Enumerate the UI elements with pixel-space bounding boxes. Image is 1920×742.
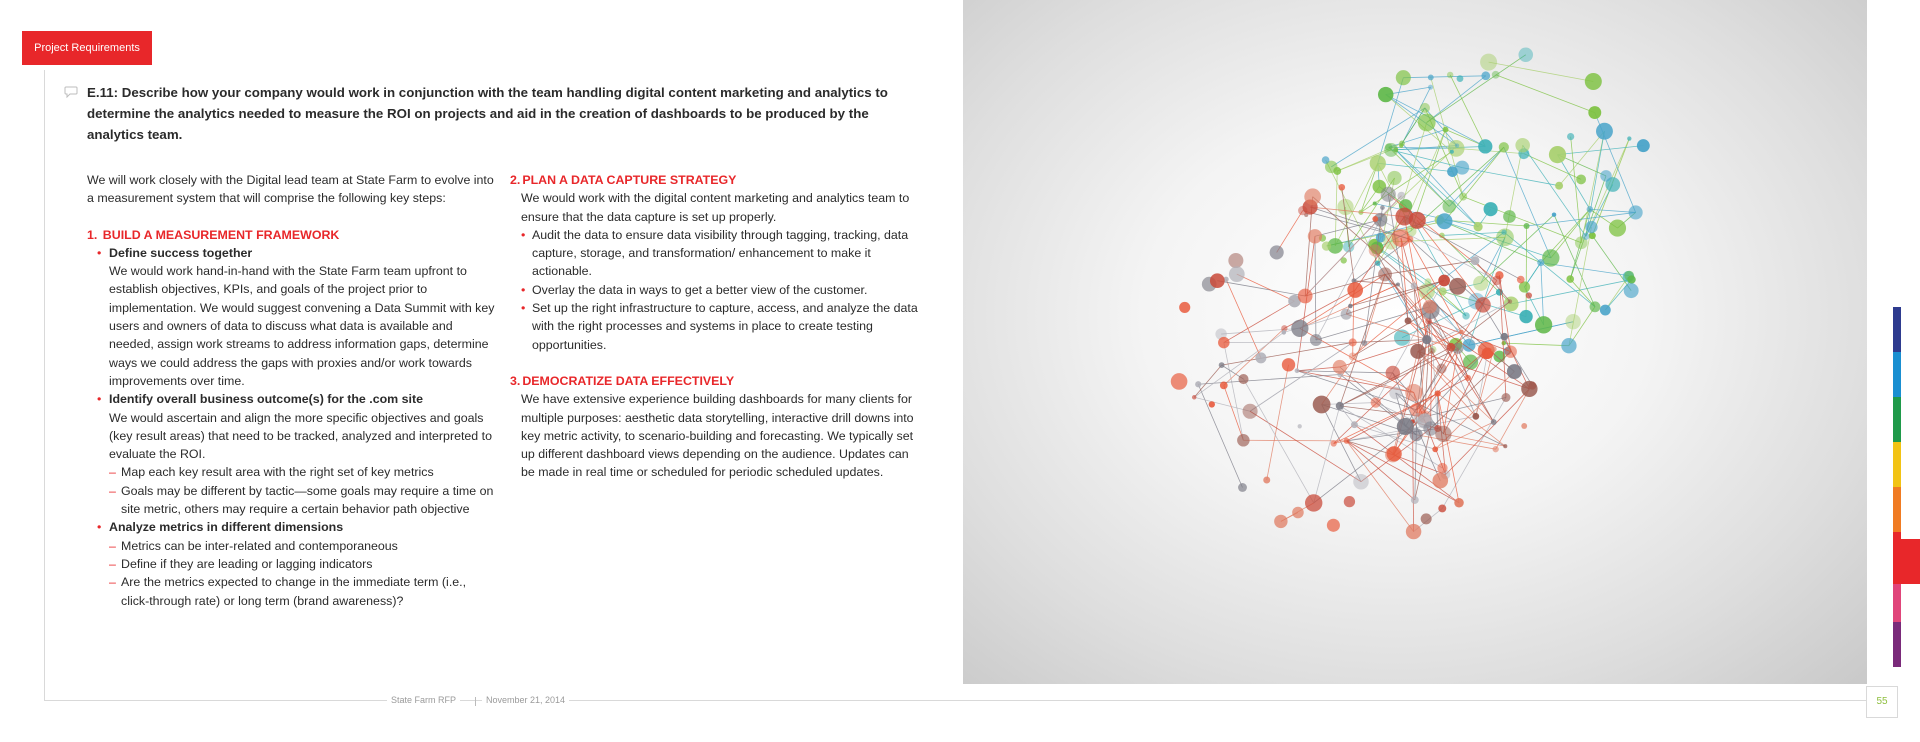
network-node [1304,188,1321,205]
network-node [1587,206,1594,213]
speech-bubble-icon [64,86,78,98]
network-node [1396,70,1411,85]
network-edge [1504,337,1529,389]
network-node [1448,140,1465,157]
network-node [1195,381,1201,387]
network-node [1549,146,1566,163]
network-node [1387,171,1401,185]
footer-separator [475,697,476,706]
network-node [1418,113,1436,131]
network-node [1491,419,1497,425]
section-3-title: DEMOCRATIZE DATA EFFECTIVELY [522,373,735,388]
network-node [1499,142,1509,152]
network-node [1270,245,1284,259]
network-node [1313,396,1331,414]
section-tab-4[interactable] [1893,442,1901,487]
network-node [1507,364,1522,379]
network-node [1322,241,1331,250]
network-node [1481,71,1490,80]
network-node [1327,519,1340,532]
network-node [1438,504,1446,512]
network-node [1308,229,1322,243]
network-node [1229,266,1245,282]
network-node [1298,289,1313,304]
network-node [1395,208,1413,226]
network-node [1392,229,1410,247]
network-node [1238,374,1248,384]
network-node [1457,75,1464,82]
network-node [1378,267,1392,281]
network-node [1331,440,1337,446]
network-edge [1570,279,1595,307]
network-node [1209,401,1215,407]
network-edge [1431,77,1463,196]
section-2-body: We would work with the digital content marketing and analytics team to ensure that the data capture is set up properly. [521,191,910,224]
network-edge [1250,342,1353,411]
section-badge[interactable]: Project Requirements [22,31,152,65]
bullet-body: We would ascertain and align the more specific objectives and goals (key result areas) that need to be tracked, analyzed and interpreted to evaluate the ROI. [109,410,492,462]
network-edge [1443,434,1505,446]
network-node [1386,366,1400,380]
network-edge [1237,274,1295,301]
network-node [1542,249,1559,266]
network-node [1475,297,1491,313]
network-node [1503,210,1516,223]
network-node [1501,393,1510,402]
network-node [1282,330,1287,335]
network-node [1503,444,1507,448]
network-node [1351,421,1358,428]
section-tab-3[interactable] [1893,397,1901,442]
network-edge [1389,130,1446,148]
bullet-title: Analyze metrics in different dimensions [109,520,344,535]
section-color-tabs [1893,307,1901,667]
network-node [1397,192,1405,200]
network-node [1333,360,1347,374]
bullet-title: Define success together [109,245,253,260]
page-frame-left [44,70,45,700]
network-edge [1364,274,1385,343]
network-node [1473,276,1488,291]
network-node [1344,496,1355,507]
network-edge [1226,279,1261,358]
network-node [1237,434,1250,447]
network-edge [1427,55,1526,123]
section-2-heading [510,171,920,189]
network-node [1347,282,1363,298]
network-node [1624,283,1639,298]
network-node [1411,496,1419,504]
network-node [1435,390,1441,396]
network-node [1437,463,1447,473]
intro-paragraph: We will work closely with the Digital lead team at State Farm to evolve into a measurement system that will comprise the following key steps: [87,173,494,206]
network-node [1585,73,1602,90]
network-node [1210,273,1225,288]
section-tab-2[interactable] [1893,352,1901,397]
network-node [1171,373,1188,390]
network-node [1263,477,1270,484]
network-edge [1425,398,1506,417]
network-node [1524,223,1530,229]
dash-item: – Are the metrics expected to change in the immediate term (i.e., click-through rate) or long term (brand awareness)? [87,573,497,610]
network-node [1353,474,1369,490]
network-node [1381,187,1396,202]
page-frame-bottom [44,700,1868,701]
network-node [1450,150,1454,154]
network-node [1218,337,1229,348]
network-node [1519,310,1532,323]
network-edge [1300,274,1385,328]
network-node [1443,127,1449,133]
section-1-heading [87,226,497,244]
list-item: • Set up the right infrastructure to capture, access, and analyze the data with the right processes and systems in place to create testing opportunities. [510,299,920,354]
network-edge [1243,440,1346,441]
network-node [1454,498,1464,508]
network-edge [1267,365,1289,480]
network-node [1455,143,1459,147]
network-node [1373,201,1377,205]
network-node [1378,87,1393,102]
footer-date: November 21, 2014 [482,695,569,705]
dash-item: – Define if they are leading or lagging indicators [87,555,497,573]
network-sphere-image [963,0,1867,684]
network-node [1585,221,1597,233]
network-node [1637,139,1650,152]
network-node [1561,338,1576,353]
network-node [1443,200,1456,213]
bullet-analyze-metrics [87,518,497,536]
network-edge [1541,263,1544,325]
network-node [1438,275,1450,287]
network-node [1238,483,1247,492]
network-node [1399,144,1403,148]
network-node [1500,333,1508,341]
network-node [1361,340,1367,346]
network-node [1298,206,1307,215]
dash-item: – Metrics can be inter-related and contemporaneous [87,537,497,555]
network-node [1389,387,1402,400]
network-edge [1224,385,1244,440]
network-node [1474,222,1483,231]
network-node [1219,362,1225,368]
network-node [1406,524,1421,539]
active-section-tab[interactable] [1893,539,1920,584]
network-node [1220,381,1228,389]
network-node [1590,301,1601,312]
network-node [1371,397,1381,407]
network-node [1292,507,1304,519]
dash-item: – Goals may be different by tactic—some goals may require a time on site metric, others may require a certain behavior path objective [87,482,497,519]
network-node [1491,346,1497,352]
network-node [1310,334,1322,346]
network-node [1344,438,1350,444]
network-node [1421,513,1432,524]
network-node [1341,309,1352,320]
network-edge [1305,274,1385,296]
network-node [1428,348,1434,354]
dash-item: – Map each key result area with the right set of key metrics [87,463,497,481]
network-node [1349,338,1357,346]
network-node [1515,138,1530,153]
section-tab-1[interactable] [1893,307,1901,352]
network-node [1298,424,1302,428]
network-node [1410,344,1425,359]
page-number: 55 [1866,686,1898,718]
network-node [1565,314,1580,329]
network-node [1566,275,1574,283]
network-edge [1489,62,1594,81]
network-node [1521,423,1527,429]
network-node [1349,352,1357,360]
network-node [1624,271,1634,281]
network-node [1437,213,1453,229]
network-node [1428,85,1433,90]
network-node [1423,300,1437,314]
network-node [1459,330,1464,335]
network-node [1369,244,1381,256]
network-node [1518,47,1533,62]
network-node [1505,345,1517,357]
network-node [1255,352,1266,363]
network-node [1508,299,1512,303]
network-node [1385,143,1393,151]
network-node [1567,133,1574,140]
section-1-title: BUILD A MEASUREMENT FRAMEWORK [102,227,340,242]
network-node [1380,205,1385,210]
bullet-business-outcomes [87,390,497,408]
network-node [1459,193,1467,201]
network-edge [1403,76,1485,78]
network-node [1521,381,1537,397]
network-node [1472,413,1479,420]
network-node [1179,302,1190,313]
left-column [87,171,497,610]
network-node [1396,282,1400,286]
network-node [1501,230,1506,235]
network-node [1471,256,1480,265]
network-edge [1194,332,1284,397]
network-node [1478,139,1492,153]
network-node [1305,494,1322,511]
section-tab-8[interactable] [1893,622,1901,667]
network-node [1596,123,1613,140]
network-node [1397,418,1414,435]
footer-doc-title: State Farm RFP [387,695,460,705]
network-node [1600,170,1612,182]
network-node [1555,182,1563,190]
network-node [1576,174,1586,184]
network-edge [1592,236,1631,291]
network-node [1420,103,1430,113]
network-node [1480,54,1497,71]
network-edge [1224,343,1244,441]
network-edge [1586,131,1605,236]
network-edge [1315,236,1316,340]
network-node [1447,166,1458,177]
section-2-number: 2. [510,173,521,187]
network-node [1228,253,1243,268]
bullet-define-success [87,244,497,262]
network-node [1582,233,1589,240]
network-node [1336,402,1344,410]
network-edge [1427,76,1486,123]
network-node [1465,375,1471,381]
network-node [1526,292,1532,298]
network-node [1387,446,1402,461]
network-node [1492,276,1501,285]
network-node [1437,364,1447,374]
network-node [1192,395,1197,400]
list-item: • Audit the data to ensure data visibility through tagging, tracking, data capture, storage, and transformation/ enhancement to make it actionable. [510,226,920,281]
network-edge [1442,232,1504,235]
red-cluster [1171,184,1538,539]
network-edge [1505,145,1523,237]
right-column [510,171,920,482]
network-sphere-illustration [963,0,1867,684]
network-node [1405,317,1412,324]
network-node [1432,473,1448,489]
network-node [1537,259,1544,266]
network-node [1447,343,1456,352]
network-node [1274,515,1287,528]
network-node [1600,305,1611,316]
network-node [1411,283,1418,290]
network-node [1291,320,1308,337]
network-node [1338,184,1345,191]
list-item: • Overlay the data in ways to get a better view of the customer. [510,281,920,299]
network-edge [1496,389,1530,449]
network-node [1535,316,1552,333]
network-node [1348,304,1353,309]
network-node [1462,312,1469,319]
network-node [1627,136,1631,140]
section-2-title: PLAN A DATA CAPTURE STRATEGY [522,173,737,187]
network-node [1282,358,1295,371]
network-node [1322,156,1330,164]
section-3-number: 3. [510,373,521,388]
network-node [1405,384,1422,401]
network-node [1295,368,1300,373]
network-node [1435,426,1451,442]
network-edge [1224,301,1295,342]
section-1-number: 1. [87,227,98,242]
bullet-body: We would work hand-in-hand with the State Farm team upfront to establish objectives, KPIs, and goals of the project prior to implementation. We would suggest convening a Data Summit with key users and owners of data to discuss what data is available and needed, assign work streams to address information gaps, determine ways we could address the gaps with proxies and/or work towards improvements over time. [109,264,495,388]
network-edge [1250,411,1361,481]
network-node [1447,72,1453,78]
network-node [1370,155,1386,171]
network-node [1517,276,1525,284]
network-edge [1194,397,1250,411]
section-tab-5[interactable] [1893,487,1901,532]
network-node [1372,216,1378,222]
network-node [1484,202,1498,216]
network-node [1449,278,1466,295]
bullet-title: Identify overall business outcome(s) for the .com site [109,392,423,407]
network-edge [1496,75,1595,113]
network-node [1552,212,1556,216]
network-node [1609,219,1626,236]
network-node [1422,335,1431,344]
network-node [1428,74,1434,80]
question-heading: E.11: Describe how your company would work in conjunction with the team handling digital content marketing and analytics to determine the analytics needed to measure the ROI on projects and aid in the creation of dashboards to be produced by the analytics team. [87,85,888,142]
network-edge [1277,211,1303,253]
network-node [1588,106,1601,119]
network-node [1432,446,1438,452]
network-node [1243,404,1258,419]
network-node [1492,71,1500,79]
section-3-body: We have extensive experience building dashboards for many clients for multiple purposes: aesthetic data storytelling, interactive drill downs into key metric activity, to scenario-building and forecasting. We typically set up different dashboard views depending on the audience. Updates can be made in real time or scheduled for periodic scheduled updates. [521,392,914,480]
section-3-heading [510,372,920,390]
network-edge [1347,441,1415,500]
network-node [1493,446,1499,452]
network-node [1629,205,1643,219]
network-edge [1504,343,1569,346]
